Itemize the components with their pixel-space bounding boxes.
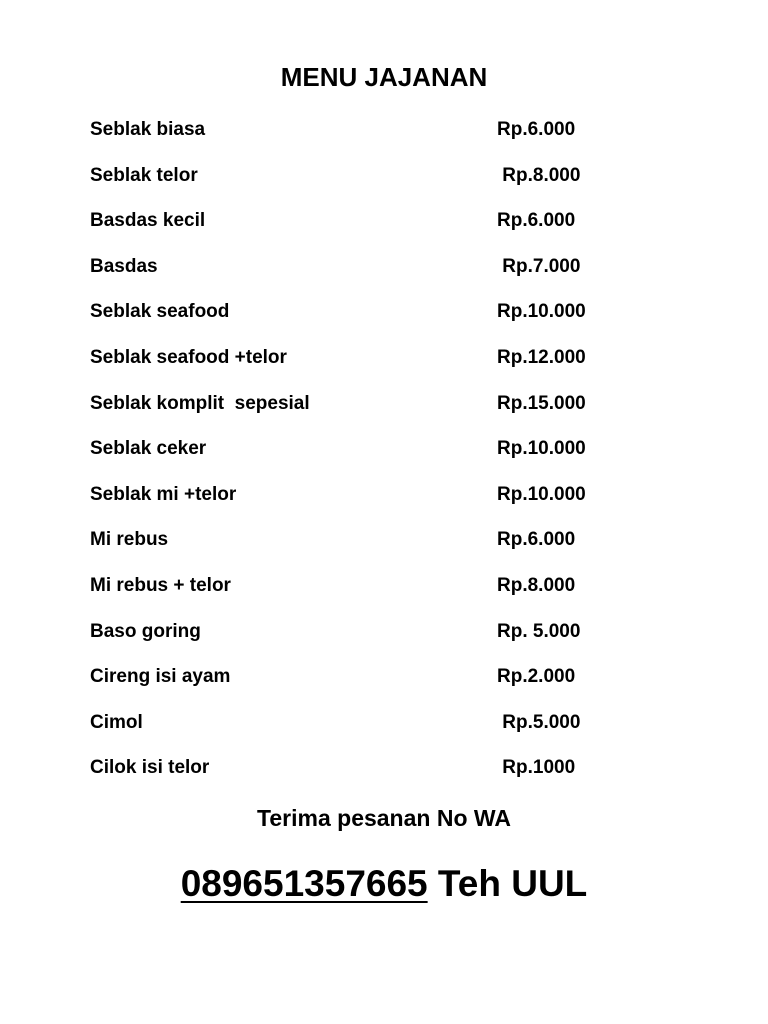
- menu-item: [90, 163, 650, 209]
- menu-item-price: Rp.1000: [497, 757, 576, 779]
- menu-item-name: Seblak seafood: [90, 301, 230, 323]
- menu-item-price: Rp.6.000: [497, 210, 576, 232]
- menu-item-price: Rp.2.000: [497, 666, 576, 688]
- menu-item-price: Rp.10.000: [497, 438, 586, 460]
- menu-item: [90, 573, 650, 619]
- menu-item-price: Rp.8.000: [497, 164, 581, 186]
- menu-item: [90, 664, 650, 710]
- contact-name: Teh UUL: [437, 863, 588, 904]
- menu-item: [90, 755, 650, 801]
- menu-item-price: Rp.10.000: [497, 483, 586, 505]
- page-title: MENU JAJANAN: [280, 62, 488, 92]
- menu-item-name: Seblak seafood +telor: [90, 346, 287, 368]
- menu-item-name: Mi rebus + telor: [90, 574, 231, 596]
- menu-item-name: Baso goring: [90, 620, 201, 642]
- menu-item-name: Cireng isi ayam: [90, 666, 231, 688]
- menu-item-price: Rp.7.000: [497, 255, 581, 277]
- menu-item-name: Basdas: [90, 255, 158, 277]
- menu-item: [90, 527, 650, 573]
- menu-item-price: Rp.5.000: [497, 711, 581, 733]
- menu-item-price: Rp. 5.000: [497, 620, 581, 642]
- menu-item-price: Rp.10.000: [497, 301, 586, 323]
- menu-item-price: Rp.8.000: [497, 574, 576, 596]
- menu-item: [90, 391, 650, 437]
- menu-item: [90, 345, 650, 391]
- menu-item-name: Mi rebus: [90, 529, 169, 551]
- menu-item-name: Seblak ceker: [90, 438, 207, 460]
- menu-item-name: Seblak biasa: [90, 119, 206, 140]
- menu-item-price: Rp.12.000: [497, 346, 586, 368]
- menu-item-price: Rp.15.000: [497, 392, 586, 414]
- menu-item-name: Cilok isi telor: [90, 757, 210, 779]
- menu-item-price: Rp.6.000: [497, 529, 576, 551]
- menu-item: [90, 254, 650, 300]
- menu-item: [90, 208, 650, 254]
- order-note: Terima pesanan No WA: [257, 805, 511, 831]
- menu-item: [90, 117, 650, 163]
- menu-list: [90, 117, 650, 801]
- whatsapp-phone-number: 089651357665: [180, 863, 428, 904]
- menu-item: [90, 710, 650, 756]
- menu-item-price: Rp.6.000: [497, 119, 576, 140]
- menu-item-name: Seblak mi +telor: [90, 483, 237, 505]
- contact-line: [0, 860, 768, 908]
- menu-item: [90, 482, 650, 528]
- menu-item-name: Basdas kecil: [90, 210, 206, 232]
- menu-item: [90, 436, 650, 482]
- menu-item-name: Cimol: [90, 711, 143, 733]
- menu-item: [90, 299, 650, 345]
- menu-item: [90, 619, 650, 665]
- menu-item-name: Seblak telor: [90, 164, 198, 186]
- menu-item-name: Seblak komplit sepesial: [90, 392, 310, 414]
